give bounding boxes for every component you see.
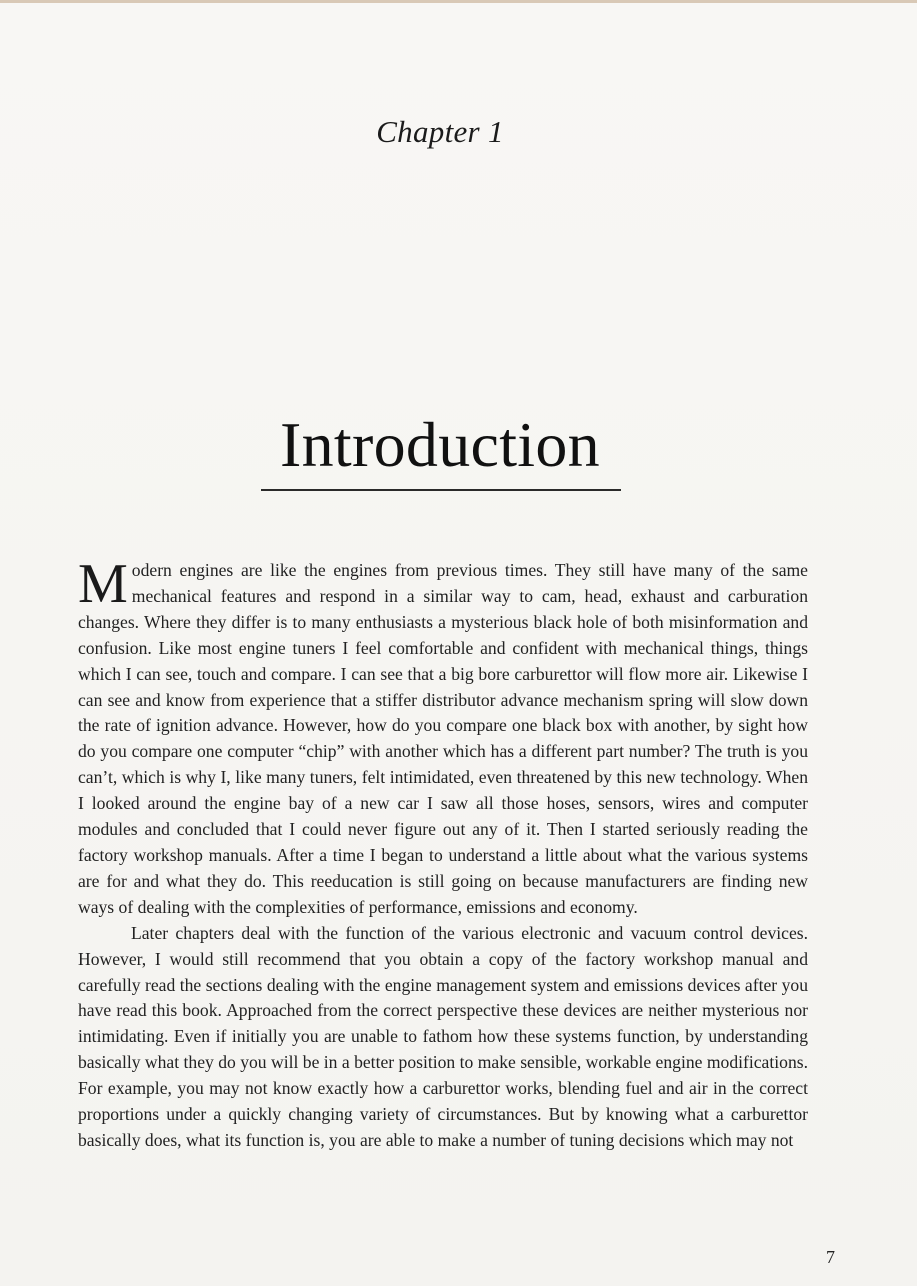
paragraph: [78, 553, 808, 921]
page-number: 7: [826, 1247, 835, 1267]
body-text: [78, 553, 808, 1154]
chapter-title: Introduction: [280, 409, 600, 480]
page-top-edge: [0, 0, 917, 3]
drop-cap: M: [78, 553, 128, 615]
paragraph: Later chapters deal with the function of the various electronic and vacuum control devices. However, I would still recommend that you obtain a copy of the factory workshop manual and carefully read the sections dealing with the engine management system and emissions devices after you have read this book. Approached from the correct perspective these devices are neither mysterious nor intimidating. Even if initially you are unable to fathom how these systems function, by understanding basically what they do you will be in a better position to make sensible, workable engine modifications. For example, you may not know exactly how a carburettor works, blending fuel and air in the correct proportions under a quickly changing variety of circumstances. But by knowing what a carburettor basically does, what its function is, you are able to make a number of tuning decisions which may not: [78, 922, 808, 1150]
paragraph-text: odern engines are like the engines from previous times. They still have many of the same mechanical features and respond in a similar way to cam, head, exhaust and carburation changes. Where they differ is to many enthusiasts a mysterious black hole of both misinformation and confusion. Like most engine tuners I feel comfortable and confident with mechanical things, things which I can see, touch and compare. I can see that a big bore carburettor will flow more air. Likewise I can see and know from experience that a stiffer distributor advance mechanism spring will slow down the rate of ignition advance. However, how do you compare one black box with another, by sight how do you compare one computer “chip” with another which has a different part number? The truth is you can’t, which is why I, like many tuners, felt intimidated, even threatened by this new technology. When I looked around the engine bay of a new car I saw all those hoses, sensors, wires and computer modules and concluded that I could never figure out any of it. Then I started seriously reading the factory workshop manuals. After a time I began to understand a little about what the various systems are for and what they do. This reeducation is still going on because manufacturers are finding new ways of dealing with the complexities of performance, emissions and economy.: [78, 560, 808, 917]
title-underline: [261, 489, 621, 491]
chapter-label: Chapter 1: [376, 114, 504, 149]
